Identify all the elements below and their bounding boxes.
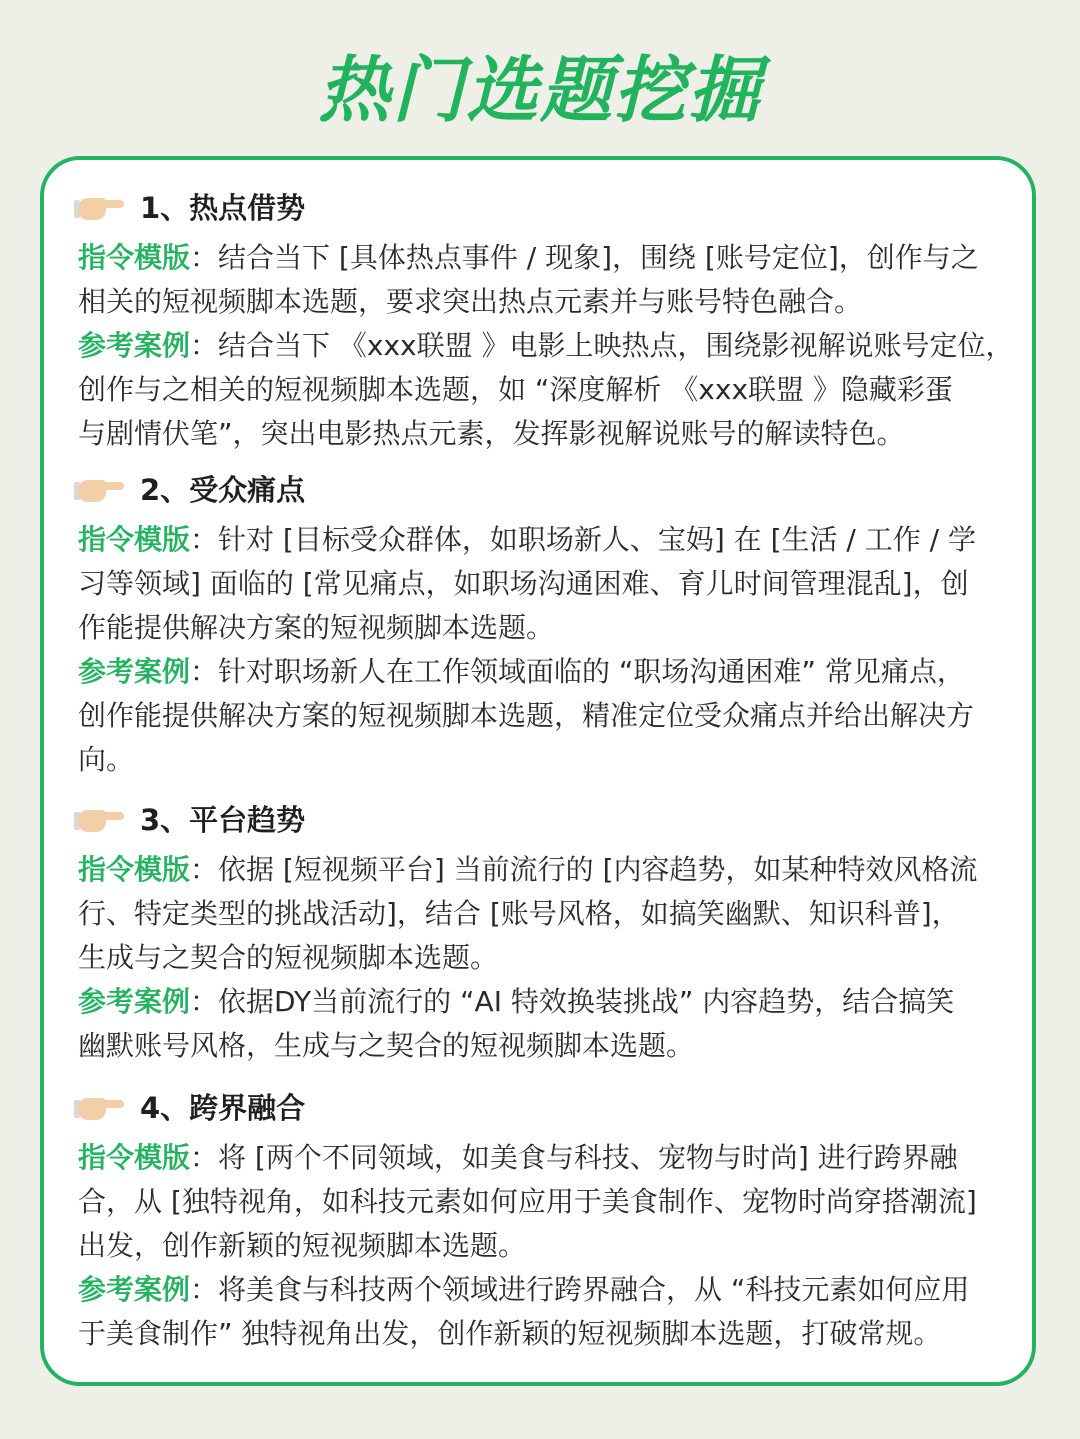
template-line: 相关的短视频脚本选题，要求突出热点元素并与账号特色融合。 bbox=[78, 285, 863, 318]
example-label: 参考案例 bbox=[78, 1273, 191, 1306]
template-label: 指令模版 bbox=[78, 1141, 191, 1174]
example-line: 向。 bbox=[78, 743, 135, 776]
pointing-hand-icon bbox=[78, 195, 124, 221]
example-line: 于美食制作” 独特视角出发，创作新颖的短视频脚本选题，打破常规。 bbox=[78, 1317, 942, 1350]
example-label: 参考案例 bbox=[78, 655, 191, 688]
page-title: 热门选题挖掘 bbox=[317, 48, 762, 132]
template-line: 作能提供解决方案的短视频脚本选题。 bbox=[78, 611, 555, 644]
section-3 bbox=[78, 798, 1028, 1068]
section-1 bbox=[78, 186, 1028, 456]
section-heading bbox=[78, 186, 1028, 230]
template-label: 指令模版 bbox=[78, 523, 191, 556]
section-4 bbox=[78, 1086, 1028, 1356]
template-paragraph bbox=[78, 236, 1028, 324]
pointing-hand-icon bbox=[78, 807, 124, 833]
example-line: 幽默账号风格，生成与之契合的短视频脚本选题。 bbox=[78, 1029, 695, 1062]
section-2 bbox=[78, 468, 1028, 782]
template-paragraph bbox=[78, 1136, 1028, 1268]
template-line: 习等领域] 面临的 [常见痛点，如职场沟通困难、育儿时间管理混乱]，创 bbox=[78, 567, 969, 600]
section-heading-text: 4、跨界融合 bbox=[140, 1091, 306, 1125]
example-line: ：结合当下 《xxx联盟 》电影上映热点，围绕影视解说账号定位， bbox=[190, 329, 1014, 362]
section-heading bbox=[78, 798, 1028, 842]
template-line: 出发，创作新颖的短视频脚本选题。 bbox=[78, 1229, 527, 1262]
pointing-hand-icon bbox=[78, 477, 124, 503]
example-paragraph bbox=[78, 650, 1028, 782]
example-paragraph bbox=[78, 324, 1028, 456]
template-paragraph bbox=[78, 518, 1028, 650]
template-line: 合，从 [独特视角，如科技元素如何应用于美食制作、宠物时尚穿搭潮流] bbox=[78, 1185, 977, 1218]
template-line: ：结合当下 [具体热点事件 / 现象]，围绕 [账号定位]，创作与之 bbox=[190, 241, 979, 274]
template-line: ：依据 [短视频平台] 当前流行的 [内容趋势，如某种特效风格流 bbox=[190, 853, 978, 886]
section-heading-text: 3、平台趋势 bbox=[140, 803, 306, 837]
template-label: 指令模版 bbox=[78, 853, 191, 886]
template-line: 生成与之契合的短视频脚本选题。 bbox=[78, 941, 499, 974]
example-line: 创作与之相关的短视频脚本选题，如 “深度解析 《xxx联盟 》隐藏彩蛋 bbox=[78, 373, 953, 406]
template-line: 行、特定类型的挑战活动]，结合 [账号风格，如搞笑幽默、知识科普]， bbox=[78, 897, 960, 930]
template-label: 指令模版 bbox=[78, 241, 191, 274]
example-line: 与剧情伏笔”，突出电影热点元素，发挥影视解说账号的解读特色。 bbox=[78, 417, 905, 450]
template-paragraph bbox=[78, 848, 1028, 980]
example-label: 参考案例 bbox=[78, 985, 191, 1018]
section-heading bbox=[78, 468, 1028, 512]
example-line: ：将美食与科技两个领域进行跨界融合，从 “科技元素如何应用 bbox=[190, 1273, 970, 1306]
section-heading bbox=[78, 1086, 1028, 1130]
example-line: ：针对职场新人在工作领域面临的 “职场沟通困难” 常见痛点， bbox=[190, 655, 965, 688]
pointing-hand-icon bbox=[78, 1095, 124, 1121]
template-line: ：针对 [目标受众群体，如职场新人、宝妈] 在 [生活 / 工作 / 学 bbox=[190, 523, 976, 556]
example-line: 创作能提供解决方案的短视频脚本选题，精准定位受众痛点并给出解决方 bbox=[78, 699, 975, 732]
template-line: ：将 [两个不同领域，如美食与科技、宠物与时尚] 进行跨界融 bbox=[190, 1141, 958, 1174]
example-paragraph bbox=[78, 980, 1028, 1068]
example-paragraph bbox=[78, 1268, 1028, 1356]
section-heading-text: 1、热点借势 bbox=[140, 191, 306, 225]
example-line: ：依据DY当前流行的 “AI 特效换装挑战” 内容趋势，结合搞笑 bbox=[190, 985, 955, 1018]
example-label: 参考案例 bbox=[78, 329, 191, 362]
content-card bbox=[40, 156, 1036, 1386]
section-heading-text: 2、受众痛点 bbox=[140, 473, 306, 507]
